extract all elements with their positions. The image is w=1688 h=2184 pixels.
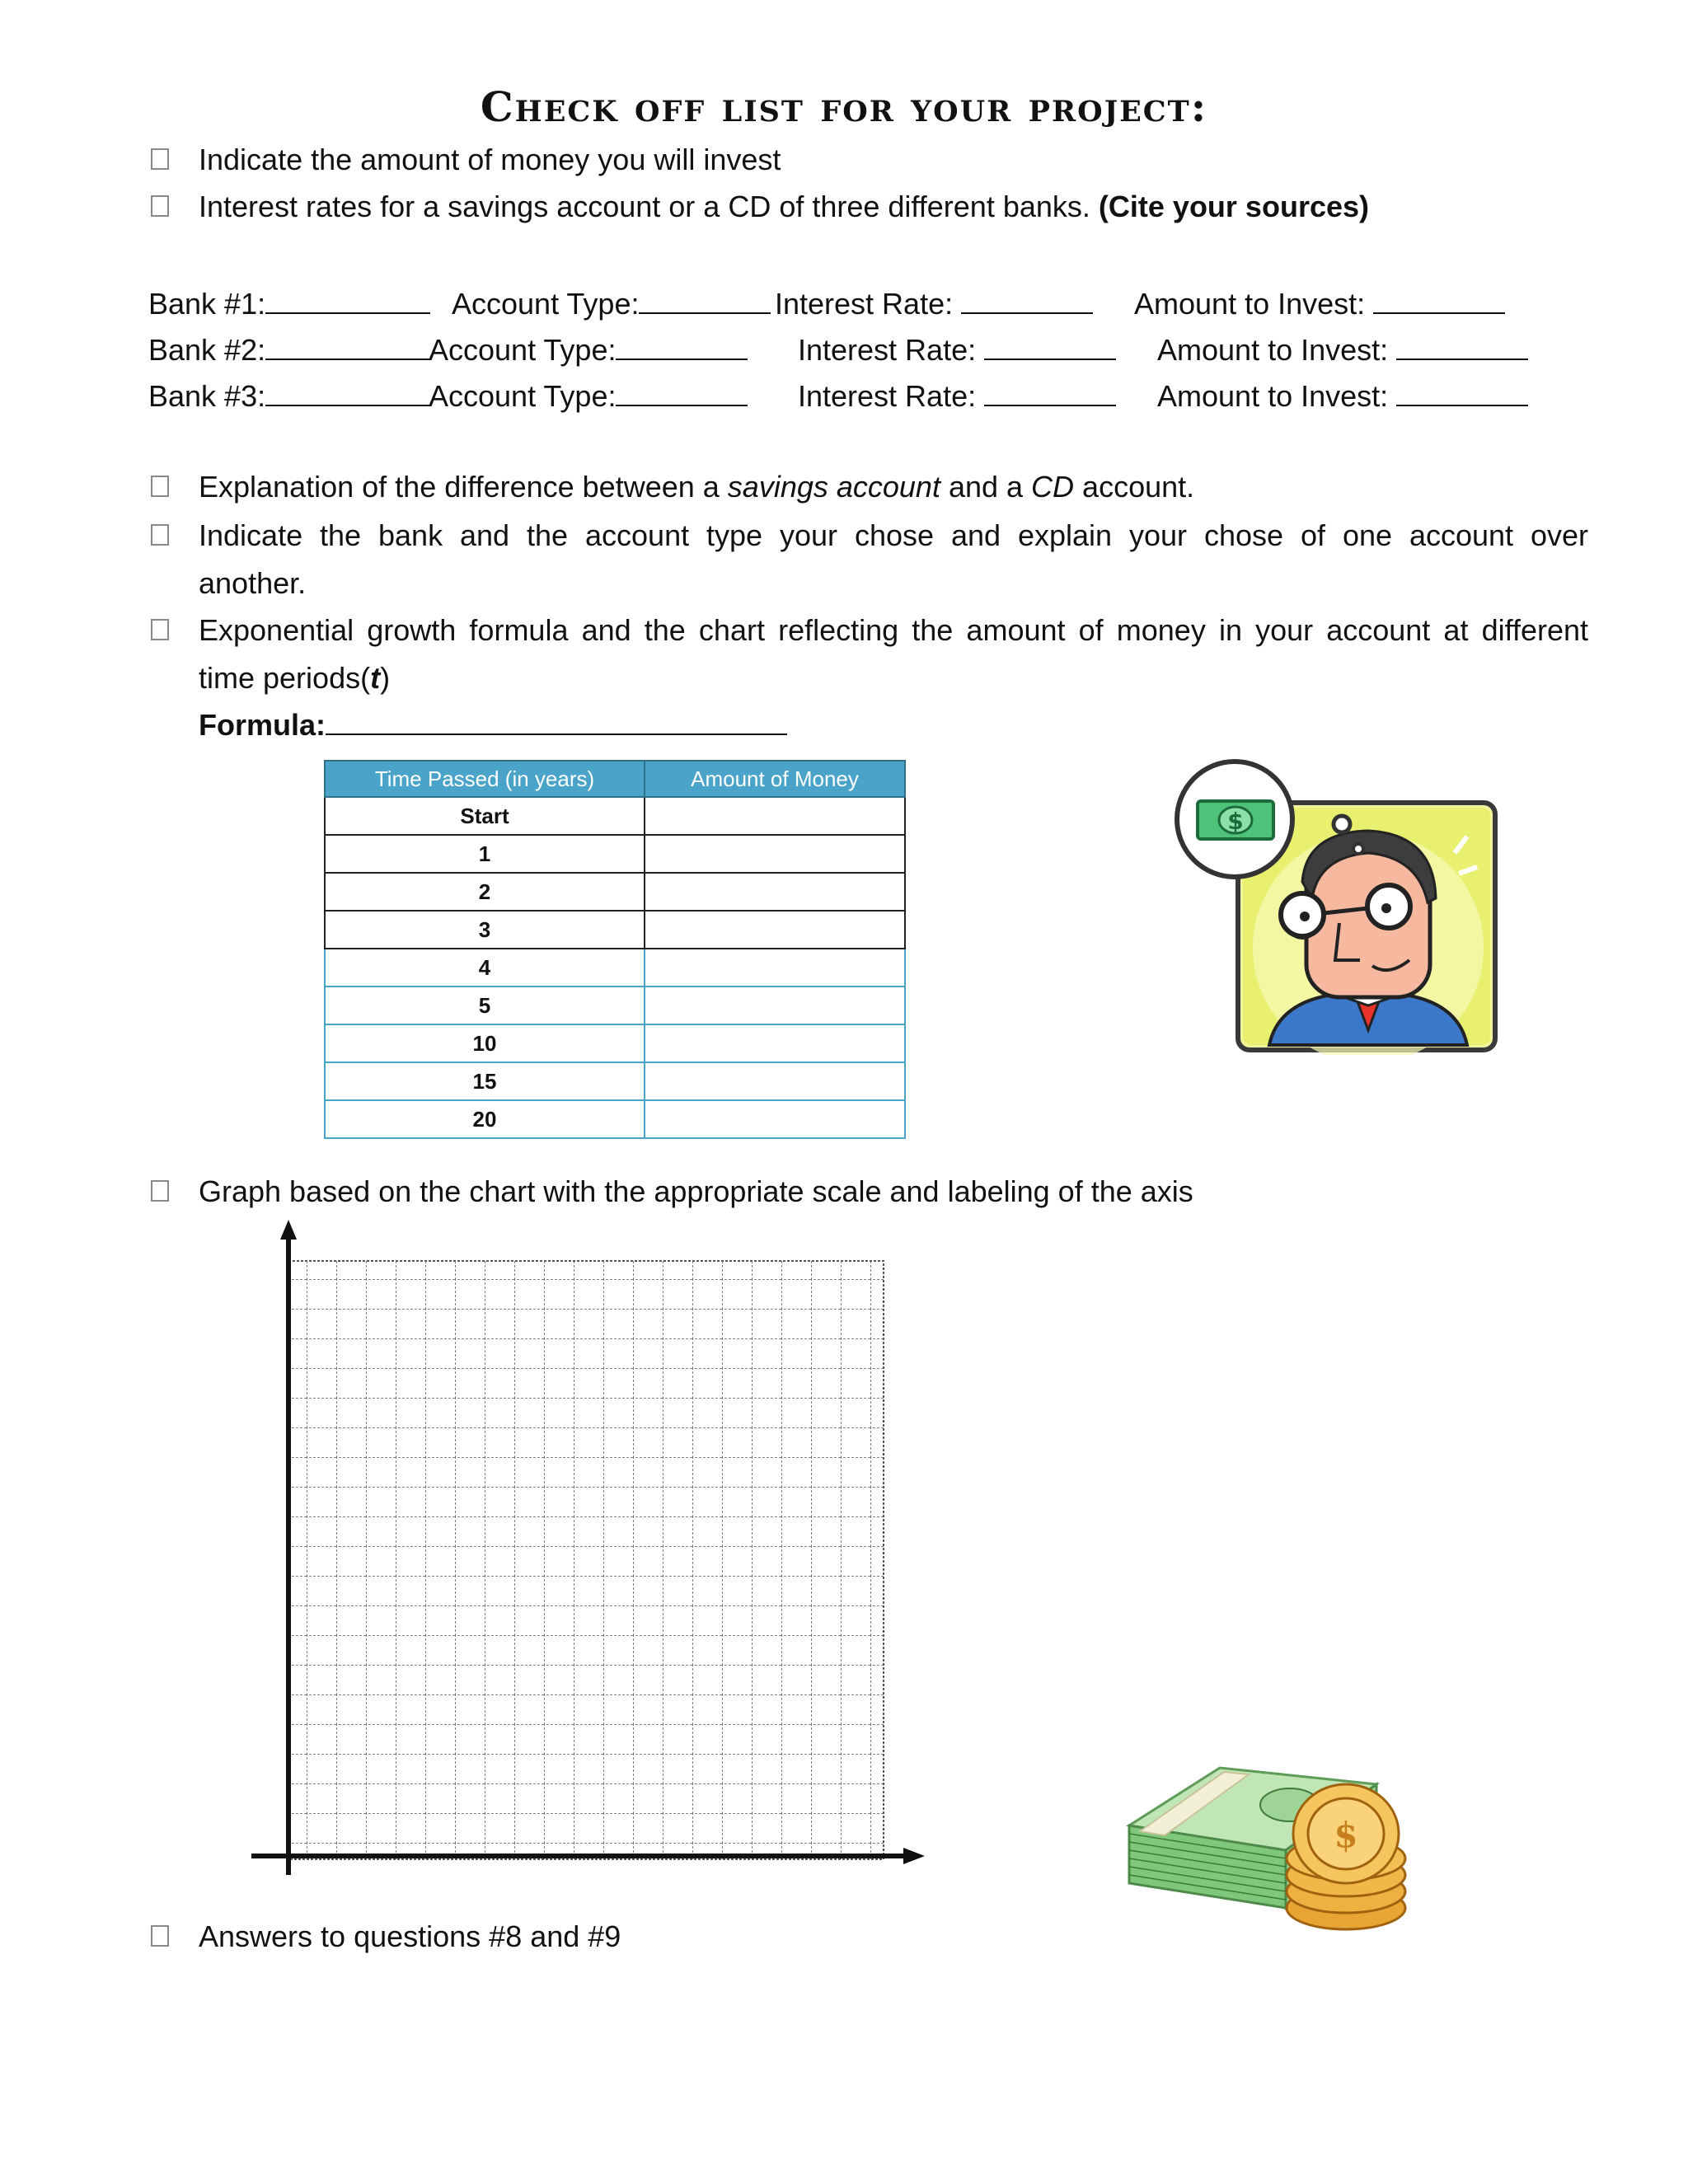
table-row [325,987,905,1024]
table-cell-amount[interactable] [645,987,905,1024]
rates-cite: (Cite your sources) [1098,190,1369,223]
page-title: Check off list for your project: [480,82,1208,131]
y-axis-arrow-icon [280,1220,297,1240]
item-invest: Indicate the amount of money you will invest [199,143,781,176]
table-cell-amount[interactable] [645,949,905,987]
table-cell-amount[interactable] [645,873,905,911]
svg-text:$: $ [1227,808,1244,835]
bank-2-type: Account Type: [429,329,748,368]
table-row [325,1062,905,1100]
bank-2-amount: Amount to Invest: [1157,329,1528,368]
item-indicate-line2: another. [199,566,307,600]
table-row [325,1024,905,1062]
item-growth-line2: time periods(t) [199,661,391,695]
graph-grid [247,1220,931,1879]
bank-1-type: Account Type: [452,283,771,321]
table-cell-amount[interactable] [645,835,905,873]
bank-2-rate: Interest Rate: [798,329,1116,368]
table-cell-amount[interactable] [645,1024,905,1062]
table-cell-amount[interactable] [645,1100,905,1138]
checkbox-explanation[interactable] [151,476,169,497]
checkbox-indicate[interactable] [151,524,169,546]
bank-2-label: Bank #2: [148,329,430,368]
item-rates [199,184,1369,230]
table-cell-time: 4 [325,949,645,987]
table-cell-time: 20 [325,1100,645,1138]
bank-1-label: Bank #1: [148,283,430,321]
table-row [325,835,905,873]
checkbox-answers[interactable] [151,1925,169,1947]
bank-3-amount: Amount to Invest: [1157,375,1528,414]
rates-text: Interest rates for a savings account or a CD of three different banks. [199,190,1090,223]
item-indicate-line1: Indicate the bank and the account type your chose and explain your chose of one account over [199,518,1588,552]
businessman-thinking-money-icon [1170,758,1500,1055]
formula-label: Formula: [199,702,787,748]
table-cell-amount[interactable] [645,1062,905,1100]
table-header-time: Time Passed (in years) [325,761,645,797]
grid-area[interactable] [288,1261,884,1859]
table-cell-time: 10 [325,1024,645,1062]
table-cell-time: 1 [325,835,645,873]
bank-3-type: Account Type: [429,375,748,414]
table-cell-time: Start [325,797,645,835]
item-explanation: Explanation of the difference between a savings account and a CD account. [199,470,1195,504]
checkbox-invest[interactable] [151,148,169,170]
checkbox-growth[interactable] [151,619,169,640]
table-cell-amount[interactable] [645,797,905,835]
table-cell-time: 5 [325,987,645,1024]
table-cell-time: 3 [325,911,645,949]
table-cell-amount[interactable] [645,911,905,949]
table-header-amount: Amount of Money [645,761,905,797]
amount-table [324,760,906,1139]
bank-1-amount: Amount to Invest: [1134,283,1505,321]
table-row [325,797,905,835]
checkbox-rates[interactable] [151,195,169,217]
table-cell-time: 15 [325,1062,645,1100]
table-row [325,1100,905,1138]
bank-3-rate: Interest Rate: [798,375,1116,414]
svg-text:$: $ [1334,1815,1358,1855]
item-graph: Graph based on the chart with the appropriate scale and labeling of the axis [199,1174,1193,1208]
item-growth-line1: Exponential growth formula and the chart reflecting the amount of money in your account at different [199,613,1588,647]
table-row [325,949,905,987]
table-cell-time: 2 [325,873,645,911]
table-row [325,873,905,911]
table-row [325,911,905,949]
x-axis-arrow-icon [903,1848,925,1864]
item-answers: Answers to questions #8 and #9 [199,1919,621,1953]
checkbox-graph[interactable] [151,1180,169,1202]
bank-3-label: Bank #3: [148,375,430,414]
bank-1-rate: Interest Rate: [775,283,1093,321]
cash-and-coins-icon [1125,1718,1422,1933]
